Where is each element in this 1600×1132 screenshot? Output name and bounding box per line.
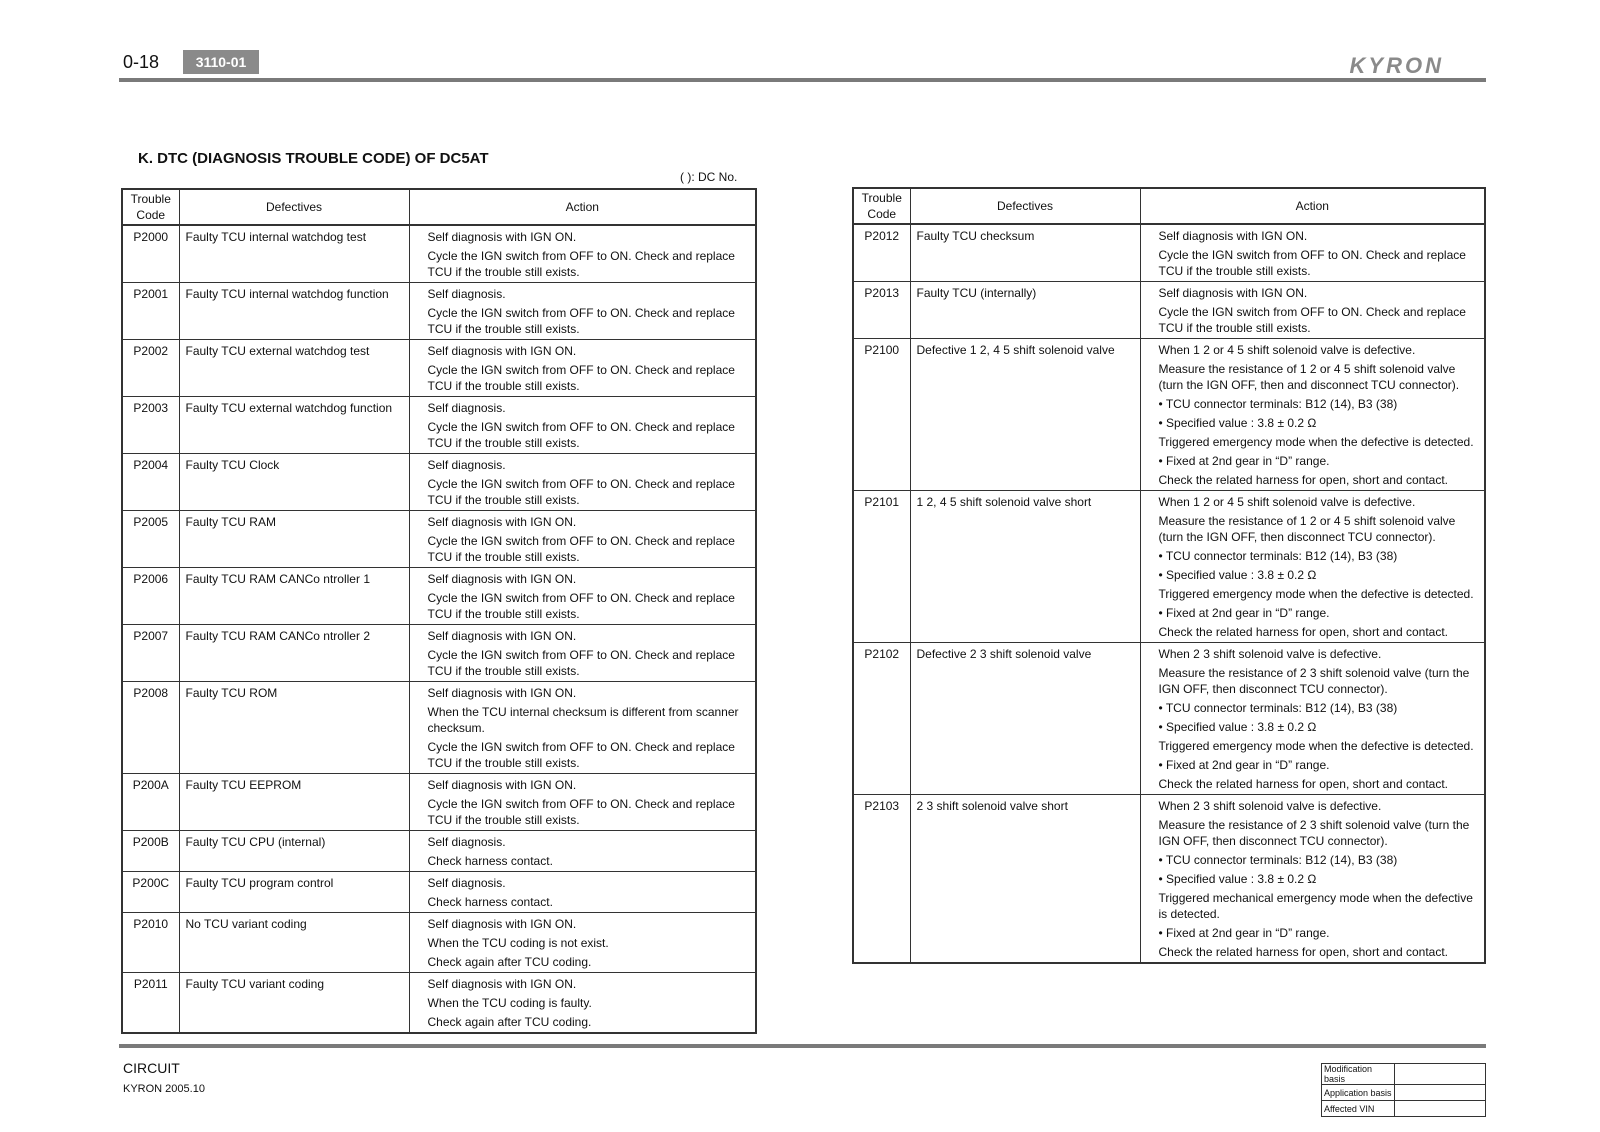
action-line: Cycle the IGN switch from OFF to ON. Check and replace TCU if the trouble still exists. (427, 477, 735, 507)
page-number: 0-18 (123, 52, 160, 72)
action-cell (409, 511, 756, 568)
action-line: When 1 2 or 4 5 shift solenoid valve is defective. (1158, 495, 1416, 509)
footer-edition: KYRON 2005.10 (123, 1083, 205, 1095)
action-line: Self diagnosis. (427, 876, 506, 890)
action-line: Triggered emergency mode when the defective is detected. (1158, 587, 1474, 601)
action-line: Self diagnosis. (427, 458, 506, 472)
table-row (122, 682, 756, 774)
application-basis-label: Application basis (1322, 1085, 1395, 1101)
action-cell (409, 682, 756, 774)
defective-description: Faulty TCU (internally) (910, 282, 1140, 339)
section-code-badge: 3110-01 (183, 50, 259, 74)
trouble-code: P2003 (122, 397, 179, 454)
affected-vin-value (1395, 1101, 1486, 1117)
dtc-table-right (852, 187, 1486, 964)
modification-row (1322, 1085, 1486, 1101)
trouble-code: P2001 (122, 283, 179, 340)
trouble-code: P2007 (122, 625, 179, 682)
column-header-action: Action (1140, 188, 1485, 224)
action-line: Cycle the IGN switch from OFF to ON. Check and replace TCU if the trouble still exists. (427, 648, 735, 678)
defective-description: Faulty TCU checksum (910, 224, 1140, 282)
action-line: Self diagnosis with IGN ON. (427, 629, 577, 643)
dc-number-note: ( ): DC No. (680, 170, 738, 184)
action-line: When the TCU coding is not exist. (427, 936, 609, 950)
action-cell (409, 454, 756, 511)
trouble-code: P200B (122, 831, 179, 872)
action-line: When the TCU internal checksum is different from scanner checksum. (427, 705, 739, 735)
action-line: When the TCU coding is faulty. (427, 996, 592, 1010)
action-line: • Fixed at 2nd gear in “D” range. (1158, 926, 1330, 940)
table-row (853, 282, 1485, 339)
action-cell (409, 340, 756, 397)
defective-description: Faulty TCU external watchdog test (179, 340, 409, 397)
footer-rule (119, 1044, 1486, 1048)
action-line: • TCU connector terminals: B12 (14), B3 (38) (1158, 397, 1398, 411)
brand-logo: KYRON (1349, 53, 1444, 78)
action-line: • Specified value : 3.8 ± 0.2 Ω (1158, 568, 1317, 582)
action-line: • Specified value : 3.8 ± 0.2 Ω (1158, 720, 1317, 734)
action-cell (409, 397, 756, 454)
action-line: • Specified value : 3.8 ± 0.2 Ω (1158, 416, 1317, 430)
action-line: • Fixed at 2nd gear in “D” range. (1158, 758, 1330, 772)
dtc-table-left-body (122, 225, 756, 1033)
table-row (122, 340, 756, 397)
action-line: Self diagnosis with IGN ON. (427, 977, 577, 991)
trouble-code: P200C (122, 872, 179, 913)
table-row (853, 643, 1485, 795)
action-cell (1140, 282, 1485, 339)
action-line: Cycle the IGN switch from OFF to ON. Check and replace TCU if the trouble still exists. (427, 591, 735, 621)
table-row (122, 283, 756, 340)
action-line: Triggered mechanical emergency mode when the defective is detected. (1158, 891, 1473, 921)
trouble-code: P2102 (853, 643, 910, 795)
table-row (122, 973, 756, 1034)
table-row (122, 568, 756, 625)
table-row (122, 397, 756, 454)
action-line: Self diagnosis. (427, 287, 506, 301)
defective-description: Defective 1 2, 4 5 shift solenoid valve (910, 339, 1140, 491)
defective-description: Faulty TCU internal watchdog test (179, 225, 409, 283)
action-line: Check harness contact. (427, 895, 553, 909)
action-line: • Fixed at 2nd gear in “D” range. (1158, 606, 1330, 620)
action-cell (409, 774, 756, 831)
action-line: • TCU connector terminals: B12 (14), B3 (38) (1158, 549, 1398, 563)
defective-description: Faulty TCU RAM CANCo ntroller 2 (179, 625, 409, 682)
action-line: Check harness contact. (427, 854, 553, 868)
defective-description: No TCU variant coding (179, 913, 409, 973)
table-row (122, 913, 756, 973)
trouble-code: P2013 (853, 282, 910, 339)
trouble-code: P2000 (122, 225, 179, 283)
action-line: Measure the resistance of 1 2 or 4 5 shift solenoid valve (turn the IGN OFF, then disconnect TCU connector). (1158, 514, 1456, 544)
column-header-defectives: Defectives (910, 188, 1140, 224)
action-cell (409, 225, 756, 283)
action-cell (409, 913, 756, 973)
defective-description: Defective 2 3 shift solenoid valve (910, 643, 1140, 795)
action-line: Self diagnosis with IGN ON. (427, 572, 577, 586)
action-line: When 2 3 shift solenoid valve is defective. (1158, 647, 1382, 661)
action-cell (409, 831, 756, 872)
action-line: Cycle the IGN switch from OFF to ON. Check and replace TCU if the trouble still exists. (427, 420, 735, 450)
action-line: Cycle the IGN switch from OFF to ON. Check and replace TCU if the trouble still exists. (427, 740, 735, 770)
action-line: • TCU connector terminals: B12 (14), B3 (38) (1158, 701, 1398, 715)
table-row (122, 831, 756, 872)
column-header-action: Action (409, 189, 756, 225)
modification-row (1322, 1101, 1486, 1117)
defective-description: Faulty TCU CPU (internal) (179, 831, 409, 872)
defective-description: Faulty TCU RAM CANCo ntroller 1 (179, 568, 409, 625)
action-cell (409, 283, 756, 340)
trouble-code: P2006 (122, 568, 179, 625)
action-line: • TCU connector terminals: B12 (14), B3 (38) (1158, 853, 1398, 867)
table-row (853, 795, 1485, 964)
action-line: Self diagnosis. (427, 401, 506, 415)
action-line: Self diagnosis with IGN ON. (427, 344, 577, 358)
action-line: Self diagnosis. (427, 835, 506, 849)
action-line: Cycle the IGN switch from OFF to ON. Check and replace TCU if the trouble still exists. (427, 363, 735, 393)
action-line: • Specified value : 3.8 ± 0.2 Ω (1158, 872, 1317, 886)
action-line: Self diagnosis with IGN ON. (427, 778, 577, 792)
table-header-row (122, 189, 756, 225)
dtc-table-left (121, 188, 757, 1034)
action-line: • Fixed at 2nd gear in “D” range. (1158, 454, 1330, 468)
trouble-code: P2101 (853, 491, 910, 643)
action-line: Check again after TCU coding. (427, 1015, 592, 1029)
defective-description: Faulty TCU Clock (179, 454, 409, 511)
action-cell (1140, 795, 1485, 964)
defective-description: Faulty TCU variant coding (179, 973, 409, 1034)
action-line: Cycle the IGN switch from OFF to ON. Check and replace TCU if the trouble still exists. (427, 306, 735, 336)
modification-basis-label: Modification basis (1322, 1064, 1395, 1085)
table-row (122, 511, 756, 568)
table-header-row (853, 188, 1485, 224)
dtc-table-right-body (853, 224, 1485, 963)
table-row (122, 454, 756, 511)
trouble-code: P2005 (122, 511, 179, 568)
trouble-code: P2008 (122, 682, 179, 774)
table-row (853, 224, 1485, 282)
section-title: K. DTC (DIAGNOSIS TROUBLE CODE) OF DC5AT (138, 150, 489, 167)
trouble-code: P2100 (853, 339, 910, 491)
action-line: Self diagnosis with IGN ON. (427, 230, 577, 244)
action-line: Self diagnosis with IGN ON. (427, 515, 577, 529)
action-line: Cycle the IGN switch from OFF to ON. Check and replace TCU if the trouble still exists. (1158, 305, 1466, 335)
action-line: Check the related harness for open, short and contact. (1158, 945, 1449, 959)
defective-description: Faulty TCU ROM (179, 682, 409, 774)
action-cell (1140, 224, 1485, 282)
table-row (122, 774, 756, 831)
defective-description: Faulty TCU program control (179, 872, 409, 913)
defective-description: 2 3 shift solenoid valve short (910, 795, 1140, 964)
action-line: Triggered emergency mode when the defective is detected. (1158, 435, 1474, 449)
table-row (122, 225, 756, 283)
action-line: When 2 3 shift solenoid valve is defective. (1158, 799, 1382, 813)
trouble-code: P2103 (853, 795, 910, 964)
application-basis-value (1395, 1085, 1486, 1101)
trouble-code: P2002 (122, 340, 179, 397)
table-row (122, 872, 756, 913)
affected-vin-label: Affected VIN (1322, 1101, 1395, 1117)
trouble-code: P2011 (122, 973, 179, 1034)
defective-description: Faulty TCU RAM (179, 511, 409, 568)
action-cell (1140, 491, 1485, 643)
action-line: When 1 2 or 4 5 shift solenoid valve is defective. (1158, 343, 1416, 357)
defective-description: Faulty TCU EEPROM (179, 774, 409, 831)
defective-description: Faulty TCU internal watchdog function (179, 283, 409, 340)
action-cell (409, 568, 756, 625)
action-line: Check the related harness for open, short and contact. (1158, 473, 1449, 487)
header-rule (119, 78, 1486, 82)
action-line: Measure the resistance of 1 2 or 4 5 shift solenoid valve (turn the IGN OFF, then and disconnect TCU connector). (1158, 362, 1460, 392)
modification-basis-value (1395, 1064, 1486, 1085)
action-line: Measure the resistance of 2 3 shift solenoid valve (turn the IGN OFF, then disconnect TCU connector). (1158, 818, 1470, 848)
table-row (853, 339, 1485, 491)
action-cell (1140, 643, 1485, 795)
action-cell (409, 872, 756, 913)
action-line: Self diagnosis with IGN ON. (1158, 229, 1308, 243)
action-line: Triggered emergency mode when the defective is detected. (1158, 739, 1474, 753)
footer-section-name: CIRCUIT (123, 1060, 180, 1076)
column-header-code: Trouble Code (122, 189, 179, 225)
action-line: Self diagnosis with IGN ON. (427, 686, 577, 700)
action-cell (1140, 339, 1485, 491)
action-line: Check again after TCU coding. (427, 955, 592, 969)
action-line: Cycle the IGN switch from OFF to ON. Check and replace TCU if the trouble still exists. (427, 797, 735, 827)
trouble-code: P200A (122, 774, 179, 831)
column-header-code: Trouble Code (853, 188, 910, 224)
table-row (122, 625, 756, 682)
column-header-defectives: Defectives (179, 189, 409, 225)
action-line: Check the related harness for open, short and contact. (1158, 777, 1449, 791)
trouble-code: P2012 (853, 224, 910, 282)
modification-row (1322, 1064, 1486, 1085)
defective-description: Faulty TCU external watchdog function (179, 397, 409, 454)
action-line: Cycle the IGN switch from OFF to ON. Check and replace TCU if the trouble still exists. (1158, 248, 1466, 278)
action-line: Measure the resistance of 2 3 shift solenoid valve (turn the IGN OFF, then disconnect TCU connector). (1158, 666, 1470, 696)
action-line: Cycle the IGN switch from OFF to ON. Check and replace TCU if the trouble still exists. (427, 249, 735, 279)
action-cell (409, 625, 756, 682)
action-line: Check the related harness for open, short and contact. (1158, 625, 1449, 639)
table-row (853, 491, 1485, 643)
action-line: Self diagnosis with IGN ON. (427, 917, 577, 931)
action-line: Self diagnosis with IGN ON. (1158, 286, 1308, 300)
action-cell (409, 973, 756, 1034)
modification-box (1321, 1063, 1486, 1117)
trouble-code: P2004 (122, 454, 179, 511)
trouble-code: P2010 (122, 913, 179, 973)
defective-description: 1 2, 4 5 shift solenoid valve short (910, 491, 1140, 643)
action-line: Cycle the IGN switch from OFF to ON. Check and replace TCU if the trouble still exists. (427, 534, 735, 564)
